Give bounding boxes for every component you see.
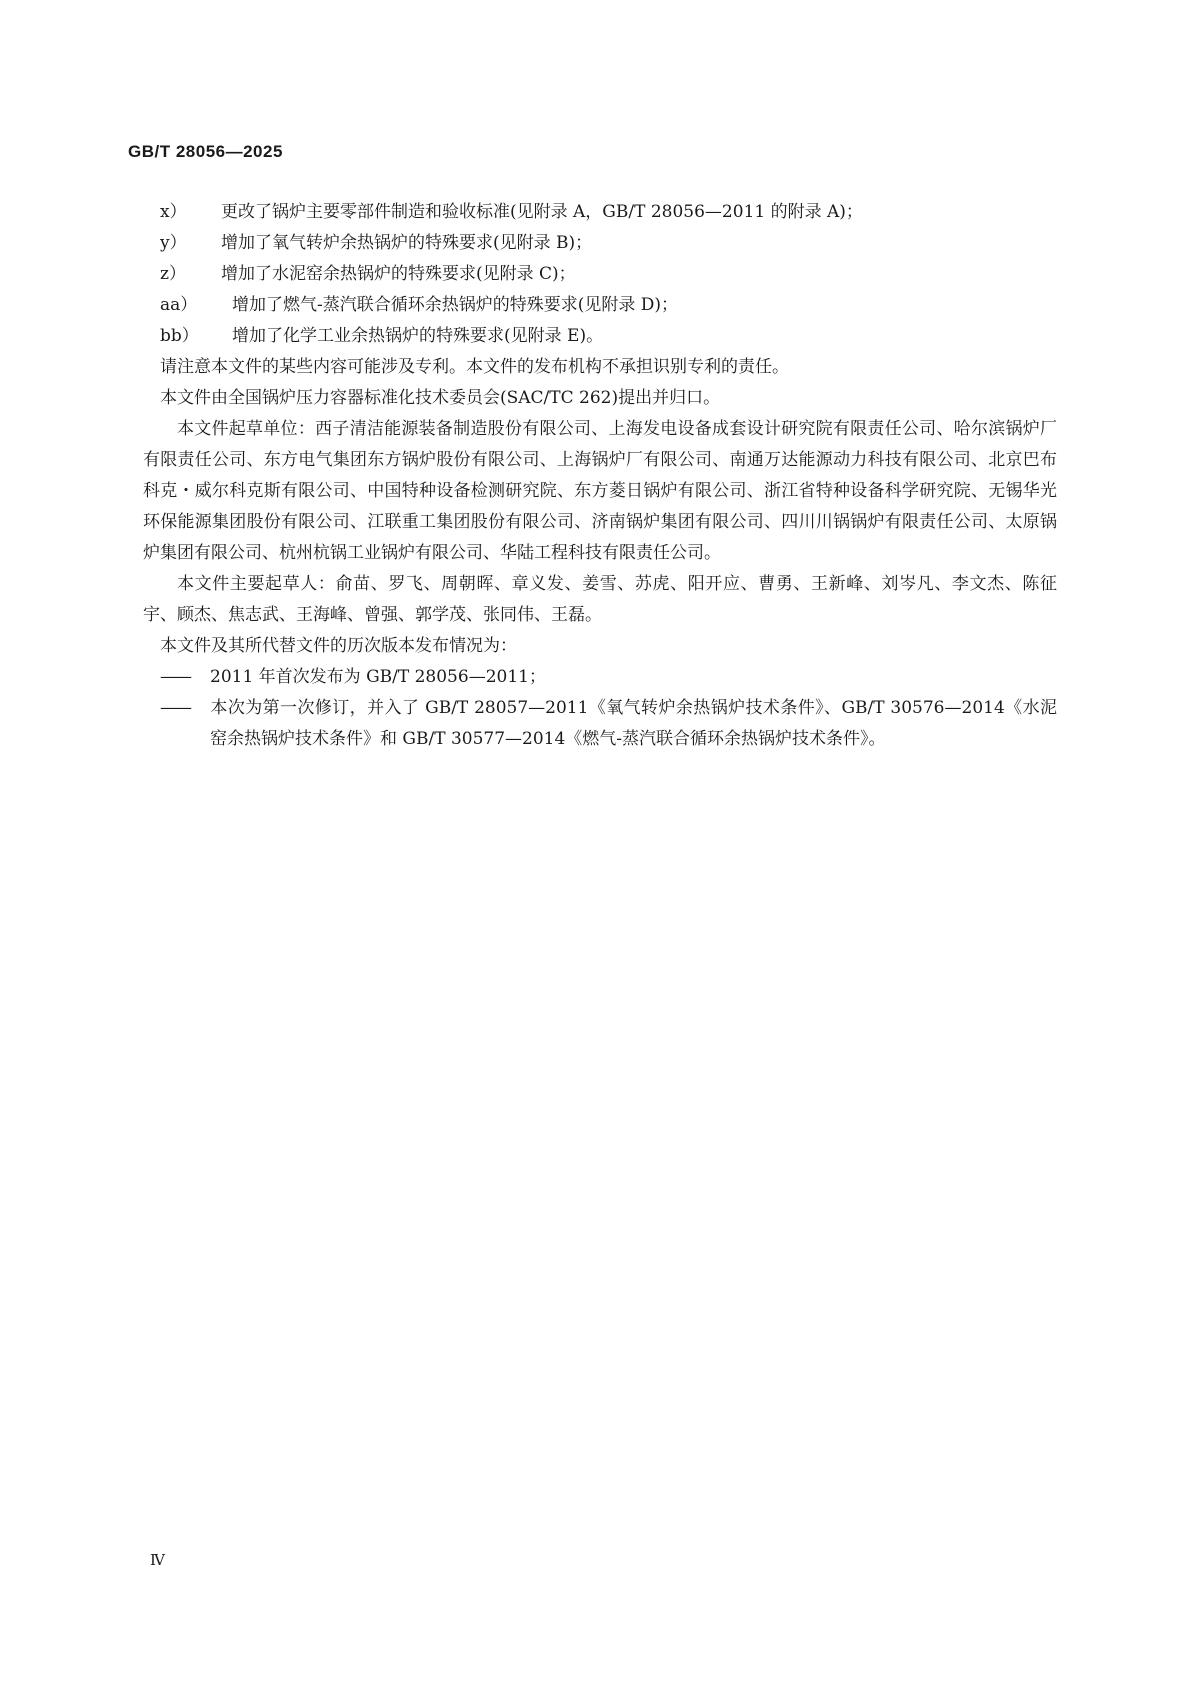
history-intro: 本文件及其所代替文件的历次版本发布情况为： [160,636,517,656]
item-label: y） [160,233,187,253]
page-number: Ⅳ [150,1551,165,1569]
history-item [160,662,1057,693]
item-text: 增加了化学工业余热锅炉的特殊要求(见附录 E)。 [232,326,604,346]
change-item-bb [160,321,1057,352]
committee-notice: 本文件由全国锅炉压力容器标准化技术委员会(SAC/TC 262)提出并归口。 [160,388,721,408]
change-item-x [160,197,1057,228]
history-text: 2011 年首次发布为 GB/T 28056—2011； [210,667,546,687]
item-text: 增加了燃气-蒸汽联合循环余热锅炉的特殊要求(见附录 D)； [232,295,679,315]
item-text: 更改了锅炉主要零部件制造和验收标准(见附录 A，GB/T 28056—2011 的附录 A)； [221,202,863,222]
item-label: z） [160,264,186,284]
change-item-y [160,228,1057,259]
document-body [143,197,1057,755]
drafting-units: 本文件起草单位：西子清洁能源装备制造股份有限公司、上海发电设备成套设计研究院有限责任公司、哈尔滨锅炉厂有限责任公司、东方电气集团东方锅炉股份有限公司、上海锅炉厂有限公司、南通万达能源动力科技有限公司、北京巴布科克・威尔科克斯有限公司、中国特种设备检测研究院、东方菱日锅炉有限公司、浙江省特种设备科学研究院、无锡华光环保能源集团股份有限公司、江联重工集团股份有限公司、济南锅炉集团有限公司、四川川锅锅炉有限责任公司、太原锅炉集团有限公司、杭州杭锅工业锅炉有限公司、华陆工程科技有限责任公司。 [143,419,1057,563]
list-dash: —— [160,667,190,687]
change-item-aa [160,290,1057,321]
drafters: 本文件主要起草人：俞苗、罗飞、周朝晖、章义发、姜雪、苏虎、阳开应、曹勇、王新峰、刘岑凡、李文杰、陈征宇、顾杰、焦志武、王海峰、曾强、郭学茂、张同伟、王磊。 [143,574,1057,625]
history-text: 本次为第一次修订，并入了 GB/T 28057—2011《氧气转炉余热锅炉技术条件》、GB/T 30576—2014《水泥窑余热锅炉技术条件》和 GB/T 30577—2014《燃气-蒸汽联合循环余热锅炉技术条件》。 [210,698,1057,749]
item-text: 增加了氧气转炉余热锅炉的特殊要求(见附录 B)； [221,233,593,253]
change-item-z [160,259,1057,290]
item-label: bb） [160,326,199,346]
patent-notice: 请注意本文件的某些内容可能涉及专利。本文件的发布机构不承担识别专利的责任。 [160,357,789,377]
standard-code: GB/T 28056—2025 [128,142,283,161]
history-item [160,693,1057,755]
list-dash: —— [160,698,190,718]
item-text: 增加了水泥窑余热锅炉的特殊要求(见附录 C)； [221,264,576,284]
item-label: x） [160,202,187,222]
item-label: aa） [160,295,198,315]
